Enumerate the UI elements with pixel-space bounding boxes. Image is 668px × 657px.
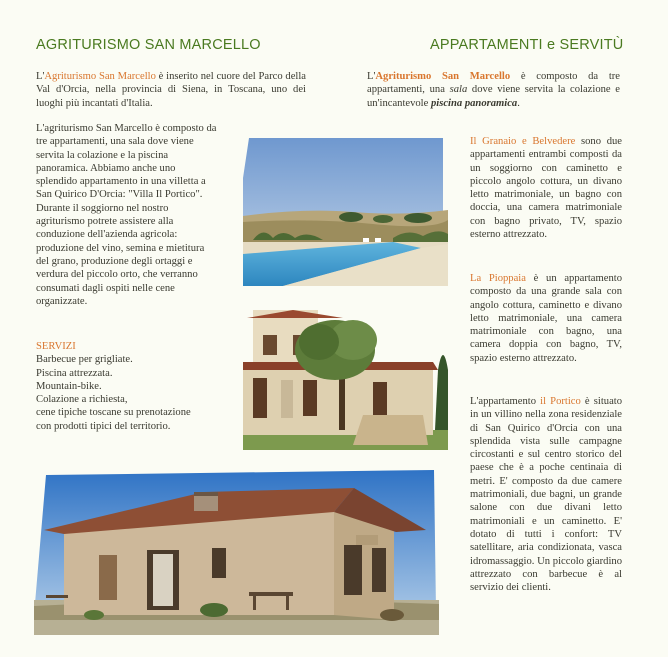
pioppaia-section: La Pioppaia è un appartamento composto da una grande sala con angolo cottura, caminetto e divano letto matrimoniale, una camera matrimoniale con bagno, una camera doppia con bagno, TV, spazio esterno attrezzato. (470, 273, 622, 364)
right-title: APPARTAMENTI e SERVITÙ (430, 37, 624, 53)
pool-photo (243, 138, 448, 286)
service-item: Piscina attrezzata. (36, 367, 113, 379)
portico-name: il Portico (540, 396, 581, 407)
left-intro: L'Agriturismo San Marcello è inserito nel cuore del Parco della Val d'Orcia, nella provincia di Siena, in Toscana, uno dei luoghi più incantati d'Italia. (36, 71, 306, 109)
services-section (36, 340, 204, 433)
services-heading: SERVIZI (36, 341, 76, 352)
pioppaia-name: La Pioppaia (470, 273, 526, 284)
service-item: Barbecue per grigliate. (36, 354, 133, 366)
left-title: AGRITURISMO SAN MARCELLO (36, 37, 261, 53)
portico-section: L'appartamento il Portico è situato in un villino nella zona residenziale di San Quirico d'Orcia con una splendida vista sulle campagne circostanti e sul centro storico del paese che è a poche centinaia di metri. E' composto da due camere matrimoniali, due bagni, un grande salone con due divani letto matrimoniali e un caminetto. E' dotato di tutti i confort: TV satellitare, aria condizionata, vasca idromassaggio. Un piccolo giardino attrezzato con barbecue è al servizio dei clienti. (470, 396, 623, 594)
service-item: Mountain-bike. (36, 380, 102, 392)
granaio-name: Il Granaio e Belvedere (470, 136, 576, 147)
left-body (36, 122, 218, 314)
service-item: Colazione a richiesta, (36, 394, 128, 406)
stone-house-photo (34, 470, 439, 635)
left-para-1: L'agriturismo San Marcello è composto da tre appartamenti, una sala dove viene servita la colazione e la piscina panoramica. Abbiamo anche uno splendido appartamento in una villetta a San Quirico D'Orcia: "Villa Il Portico". (36, 123, 217, 201)
right-intro: L'Agriturismo San Marcello è composto da tre appartamenti, una sala dove viene servita la colazione e un'incantevole piscina panoramica. (367, 71, 620, 109)
granaio-section: Il Granaio e Belvedere sono due appartamenti entrambi composti da un soggiorno con caminetto e piccolo angolo cottura, un divano letto matrimoniale, un bagno con doccia, una camera matrimoniale con bagno privato, TV, spazio esterno attrezzato. (470, 136, 622, 241)
agriturismo-name: Agriturismo San Marcello (44, 71, 156, 82)
left-para-2: Durante il soggiorno nel nostro agriturismo potrete assistere alla conduzione dell'azienda agricola: produzione del vino, semina e mietitura del grano, produzione degli ortaggi e verdura del piccolo orto, che verranno consumati dagli ospiti nelle cene organizzate. (36, 202, 205, 307)
villa-photo (243, 310, 448, 450)
agriturismo-name-bold: Agriturismo San Marcello (375, 71, 511, 82)
service-item: cene tipiche toscane su prenotazione con prodotti tipici del territorio. (36, 407, 191, 432)
